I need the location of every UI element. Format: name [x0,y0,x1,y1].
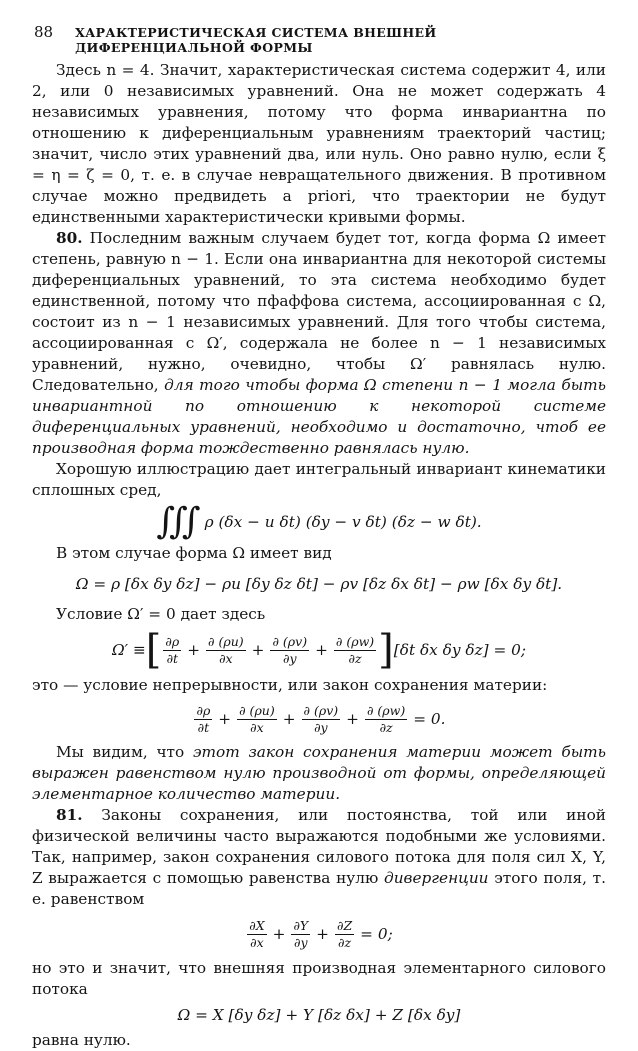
eq5-fraction-1: $\frac{\partial X}{\partial x}$ [249,917,265,950]
eq4-fraction-2: $\frac{\partial (\rho u)}{\partial x}$ [239,702,275,735]
paragraph-8-text-end: этого поля, т. е. равенством [32,869,606,908]
right-bracket: ] [378,627,394,673]
paragraph-2-italic-statement: для того чтобы форма Ω степени n − 1 могла быть инвариантной по отношению к некоторой системе диференциальных уравнений, необходимо и достаточно, чтоб ее производная форма тождественно равнялась нулю. [32,376,606,457]
page-header [34,23,598,55]
eq5-fraction-3: $\frac{\partial Z}{\partial z}$ [337,917,353,950]
equation-integral-invariant [32,501,606,543]
eq3-fraction-3: $\frac{\partial (\rho v)}{\partial y}$ [272,633,308,666]
paragraph-5: Условие Ω′ = 0 дает здесь [56,605,266,623]
equation-integral-body: ρ (δx − u δt) (δy − v δt) (δz − w δt). [204,512,482,531]
equation-form-omega-text: Ω = ρ [δx δy δz] − ρu [δy δz δt] − ρv [δz δx δt] − ρw [δx δy δt]. [75,574,563,593]
paragraph-8 [32,805,606,910]
running-title: ХАРАКТЕРИСТИЧЕСКАЯ СИСТЕМА ВНЕШНЕЙ ДИФЕРЕНЦИАЛЬНОЙ ФОРМЫ [75,25,437,55]
paragraph-2 [32,228,606,459]
paragraph-8-text: Законы сохранения, или постоянства, той или иной физической величины часто выражаются подобными же условиями. Так, например, закон сохранения силового потока для поля сил X, Y, Z выражается с помощью равенства нулю [32,806,606,887]
eq3-lhs: Ω′ ≡ [111,640,146,659]
eq4-fraction-4: $\frac{\partial (\rho w)}{\partial z}$ [366,702,406,735]
paragraph-3: Хорошую иллюстрацию дает интегральный инвариант кинематики сплошных сред, [32,460,606,499]
paragraph-4: В этом случае форма Ω имеет вид [56,544,332,562]
equation-continuity: $\frac{\partial\rho}{\partial t}$ + $\frac{\partial (\rho u)}{\partial x}$ + $\frac{\partial (\rho v)}{\partial y}$ + $\frac{\partial (\rho w)}{\partial z}$ = 0. [196,702,446,735]
paragraph-6: это — условие непрерывности, или закон сохранения материи: [32,676,548,694]
eq4-fraction-3: $\frac{\partial (\rho v)}{\partial y}$ [303,702,339,735]
paragraph-2-text: Последним важным случаем будет тот, когда форма Ω имеет степень, равную n − 1. Если она инвариантна для некоторой системы диференциальных уравнений, то эта система необходимо будет единственной, потому что пфаффова система, ассоциированная с Ω, состоит из n − 1 независимых уравнений. Для того чтобы система, ассоциированная с Ω′, содержала не более n − 1 независимых уравнений, нужно, очевидно, чтобы Ω′ равнялась нулю. Следовательно, [32,229,606,394]
paragraph-8-italic-word: дивергенции [384,869,489,887]
paragraph-9: но это и значит, что внешняя производная элементарного силового потока [32,959,606,998]
equation-divergence: $\frac{\partial X}{\partial x}$ + $\frac{\partial Y}{\partial y}$ + $\frac{\partial Z}{\partial z}$ = 0; [249,917,393,950]
eq3-tail: [δt δx δy δz] = 0; [393,640,527,659]
equation-form-omega [32,564,606,604]
paragraph-7-text: Мы видим, что [56,743,185,761]
section-number-80: 80. [56,229,83,247]
left-bracket: [ [145,627,162,673]
equation-flux-form-text: Ω = X [δy δz] + Y [δz δx] + Z [δx δy] [177,1005,461,1024]
eq5-fraction-2: $\frac{\partial Y}{\partial y}$ [293,917,309,950]
paragraph-7 [32,742,606,805]
eq3-fraction-4: $\frac{\partial (\rho w)}{\partial z}$ [335,633,375,666]
triple-integral-sign: ∫∫∫ [156,501,195,542]
eq3-fraction-1: $\frac{\partial\rho}{\partial t}$ [165,633,180,666]
equation-derivative-form: Ω′ ≡ [ $\frac{\partial\rho}{\partial t}$ + $\frac{\partial (\rho u)}{\partial x}$ + $\frac{\partial (\rho v)}{\partial y}$ + $\frac{\partial (\rho w)}{\partial z}$ ] [δt δx δy δz] = 0; [111,627,527,673]
eq4-fraction-1: $\frac{\partial\rho}{\partial t}$ [196,702,211,735]
eq4-tail: = 0. [413,709,446,728]
paragraph-7-italic-statement: этот закон сохранения материи может быть выражен равенством нулю производной от формы, определяющей элементарное количество материи. [32,743,606,803]
page-body [32,60,606,1051]
paragraph-1: Здесь n = 4. Значит, характеристическая система содержит 4, или 2, или 0 независимых уравнений. Она не может содержать 4 независимых уравнения, потому что форма инвариантна по отношению к диференциальным уравнениям траекторий частиц; значит, число этих уравнений два, или нуль. Оно равно нулю, если ξ = η = ζ = 0, т. е. в случае невращательного движения. В противном случае можно предвидеть a priori, что траектории не будут единственными характеристически кривыми формы. [32,61,606,226]
eq5-tail: = 0; [360,924,393,943]
paragraph-10: равна нулю. [32,1031,131,1049]
page-number: 88 [34,23,54,41]
section-number-81: 81. [56,806,83,824]
eq3-fraction-2: $\frac{\partial (\rho u)}{\partial x}$ [208,633,244,666]
equation-flux-form [32,1000,606,1030]
